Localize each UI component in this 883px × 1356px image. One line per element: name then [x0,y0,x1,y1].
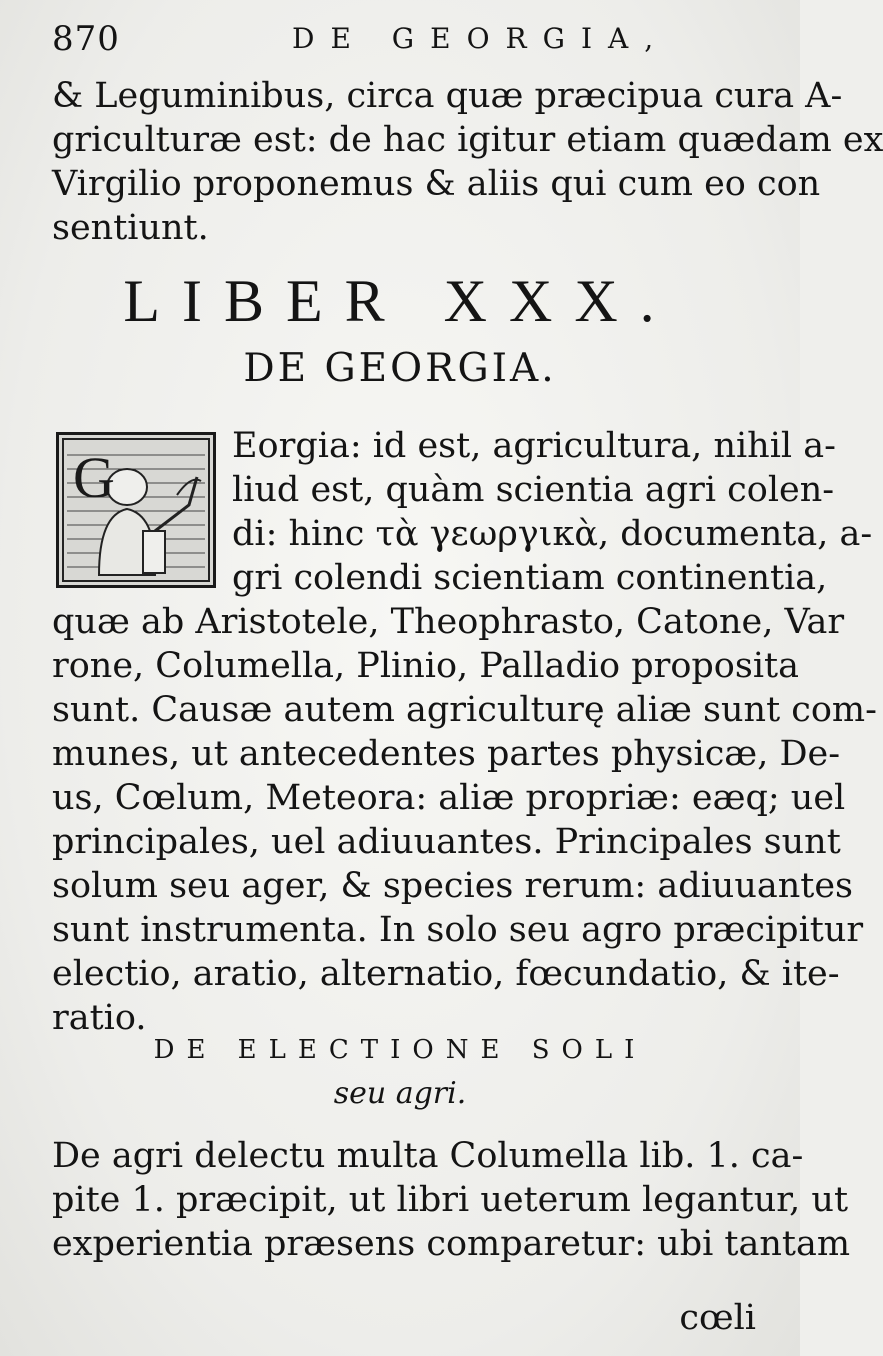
chapter-line: liud est, quàm scientia agri colen- [232,470,835,510]
chapter-line: sunt instrumenta. In solo seu agro præcipitur [52,910,864,950]
chapter-line: quæ ab Aristotele, Theophrasto, Catone, Var [52,602,845,642]
intro-line: sentiunt. [52,208,209,248]
chapter-line: Eorgia: id est, agricultura, nihil a- [232,426,836,466]
section-heading: DE ELECTIONE SOLI [153,1035,647,1065]
chapter-line: electio, aratio, alternatio, fœcundatio, & ite- [52,954,840,994]
chapter-line: sunt. Causæ autem agriculturę aliæ sunt com- [52,690,877,730]
section-line: experientia præsens comparetur: ubi tantam [52,1224,851,1264]
section-line: De agri delectu multa Columella lib. 1. ca- [52,1136,804,1176]
chapter-line: ratio. [52,998,147,1038]
running-title: DE GEORGIA, [292,22,670,55]
intro-line: & Leguminibus, circa quæ præcipua cura A- [52,76,843,116]
decorated-initial [56,432,216,588]
catchword: cœli [679,1298,756,1338]
chapter-line: solum seu ager, & species rerum: adiuuantes [52,866,854,906]
initial-engraving-icon [59,435,213,585]
initial-letter: G [73,445,115,510]
page-number: 870 [52,19,120,59]
intro-line: Virgilio proponemus & aliis qui cum eo con [52,164,821,204]
book-title: LIBER XXX. [123,268,677,334]
chapter-line: rone, Columella, Plinio, Palladio proposita [52,646,799,686]
intro-line: griculturæ est: de hac igitur etiam quædam ex [52,120,883,160]
chapter-line: us, Cœlum, Meteora: aliæ propriæ: eæq; uel [52,778,846,818]
chapter-line: principales, uel adiuuantes. Principales sunt [52,822,841,862]
chapter-line: gri colendi scientiam continentia, [232,558,828,598]
section-subheading: seu agri. [333,1076,467,1111]
book-subtitle: DE GEORGIA. [243,346,557,391]
chapter-line: munes, ut antecedentes partes physicæ, De- [52,734,841,774]
chapter-line: di: hinc τὰ γεωργικὰ, documenta, a- [232,514,873,554]
section-line: pite 1. præcipit, ut libri ueterum legantur, ut [52,1180,849,1220]
page-header [52,14,760,64]
